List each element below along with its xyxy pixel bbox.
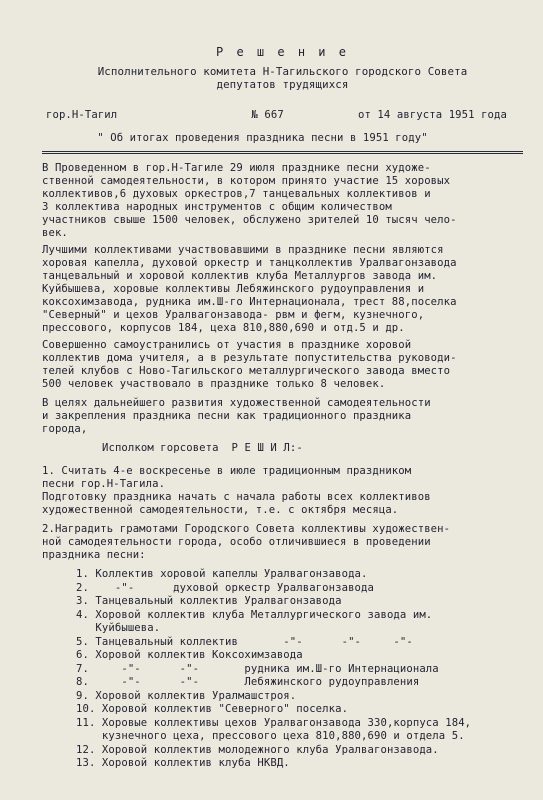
document-number: № 667 xyxy=(251,109,284,121)
text-line: В Проведенном в гор.Н-Тагиле 29 июля празднике песни художе- xyxy=(42,162,431,174)
text-line: 3 коллектива народных инструментов с общим количеством xyxy=(42,201,392,213)
item-1 xyxy=(42,465,523,517)
text-line: Лучшими коллективами участвовавшими в празднике песни являются xyxy=(42,244,444,256)
text-line: век. xyxy=(42,227,68,239)
text-line: танцевальный и хоровой коллектив клуба Металлургов завода им. xyxy=(42,270,438,282)
decision-heading: Исполком горсовета Р Е Ш И Л:- xyxy=(102,442,303,454)
list-item: 10. Хоровой коллектив "Северного" поселка. xyxy=(76,703,349,715)
text-line: песни гор.Н-Тагила. xyxy=(42,478,166,490)
text-line: коллективов,6 духовых оркестров,7 танцевальных коллективов и xyxy=(42,188,431,200)
item-2 xyxy=(42,523,523,562)
text-line: телей клубов с Ново-Тагильского металлургического завода вместо xyxy=(42,365,451,377)
text-line: коксохимзавода, рудника им.Ш-го Интернационала, трест 88,поселка xyxy=(42,296,457,308)
text-line: участников свыше 1500 человек, обслужено зрителей 10 тысяч чело- xyxy=(42,214,457,226)
text-line: и закрепления праздника песни как традиционного праздника xyxy=(42,410,412,422)
text-line: 1. Считать 4-е воскресенье в июле традиционным праздником xyxy=(42,465,412,477)
list-item: кузнечного цеха, прессового цеха 810,880,690 и отдела 5. xyxy=(76,730,465,742)
paragraph-3 xyxy=(42,339,523,391)
document-date: от 14 августа 1951 года xyxy=(358,109,507,121)
list-item: 11. Хоровые коллективы цехов Уралвагонзавода 330,корпуса 184, xyxy=(76,716,472,729)
text-line: ственной самодеятельности, в котором принято участие 15 хоровых xyxy=(42,175,451,187)
text-line: ной самодеятельности города, особо отличившиеся в проведении xyxy=(42,536,431,548)
list-item: 3. Танцевальный коллектив Уралвагонзавода xyxy=(76,595,342,607)
list-item: 9. Хоровой коллектив Уралмашстроя. xyxy=(76,689,297,702)
text-line: праздника песни: xyxy=(42,549,146,561)
text-line: "Северный" и цехов Уралвагонзавода- рвм и фегм, кузнечного, xyxy=(42,309,425,321)
text-line: Совершенно самоустранились от участия в празднике хоровой xyxy=(42,339,412,351)
text-line: города, xyxy=(42,423,88,435)
awards-list xyxy=(42,568,523,771)
text-line: 2.Наградить грамотами Городского Совета коллективы художествен- xyxy=(42,523,451,535)
text-line: хоровая капелла, духовой оркестр и танцколлектив Уралвагонзавода xyxy=(42,257,457,269)
text-line: Куйбышева, хоровые коллективы Лебяжинского рудоуправления и xyxy=(42,283,425,295)
divider xyxy=(42,151,523,154)
document-meta xyxy=(42,109,523,122)
header-line-2: депутатов трудящихся xyxy=(216,78,349,91)
list-item: 2. -"- духовой оркестр Уралвагонзавода xyxy=(76,581,374,594)
paragraph-4 xyxy=(42,397,523,436)
text-line: коллектив дома учителя, а в результате попустительства руководи- xyxy=(42,352,457,364)
list-item: 13. Хоровой коллектив клуба НКВД. xyxy=(76,757,290,769)
paragraph-1 xyxy=(42,162,523,240)
text-line: художественной самодеятельности, т.е. с октября месяца. xyxy=(42,504,399,516)
header-line-1: Исполнительного комитета Н-Тагильского городского Совета xyxy=(97,65,468,78)
list-item: 8. -"- -"- Лебяжинского рудоуправления xyxy=(76,676,420,688)
list-item: Куйбышева. xyxy=(76,622,161,634)
text-line: В целях дальнейшего развития художественной самодеятельности xyxy=(42,397,431,409)
city: гор.Н-Тагил xyxy=(46,109,118,121)
text-line: 500 человек участвовало в празднике только 8 человек. xyxy=(42,378,386,390)
list-item: 4. Хоровой коллектив клуба Металлургического завода им. xyxy=(76,608,433,621)
paragraph-2 xyxy=(42,244,523,335)
list-item: 6. Хоровой коллектив Коксохимзавода xyxy=(76,649,303,661)
text-line: прессового, корпусов 184, цеха 810,880,690 и отд.5 и др. xyxy=(42,322,405,334)
text-line: Подготовку праздника начать с начала работы всех коллективов xyxy=(42,491,431,503)
list-item: 12. Хоровой коллектив молодежного клуба Уралвагонзавода. xyxy=(76,743,439,756)
list-item: 7. -"- -"- рудника им.Ш-го Интернационала xyxy=(76,662,439,675)
document-title: Р е ш е н и е xyxy=(216,45,349,59)
list-item: 1. Коллектив хоровой капеллы Уралвагонзавода. xyxy=(76,568,368,580)
list-item: 5. Танцевальный коллектив -"- -"- -"- xyxy=(76,635,413,648)
document-subject: " Об итогах проведения праздника песни в 1951 году" xyxy=(97,132,428,144)
